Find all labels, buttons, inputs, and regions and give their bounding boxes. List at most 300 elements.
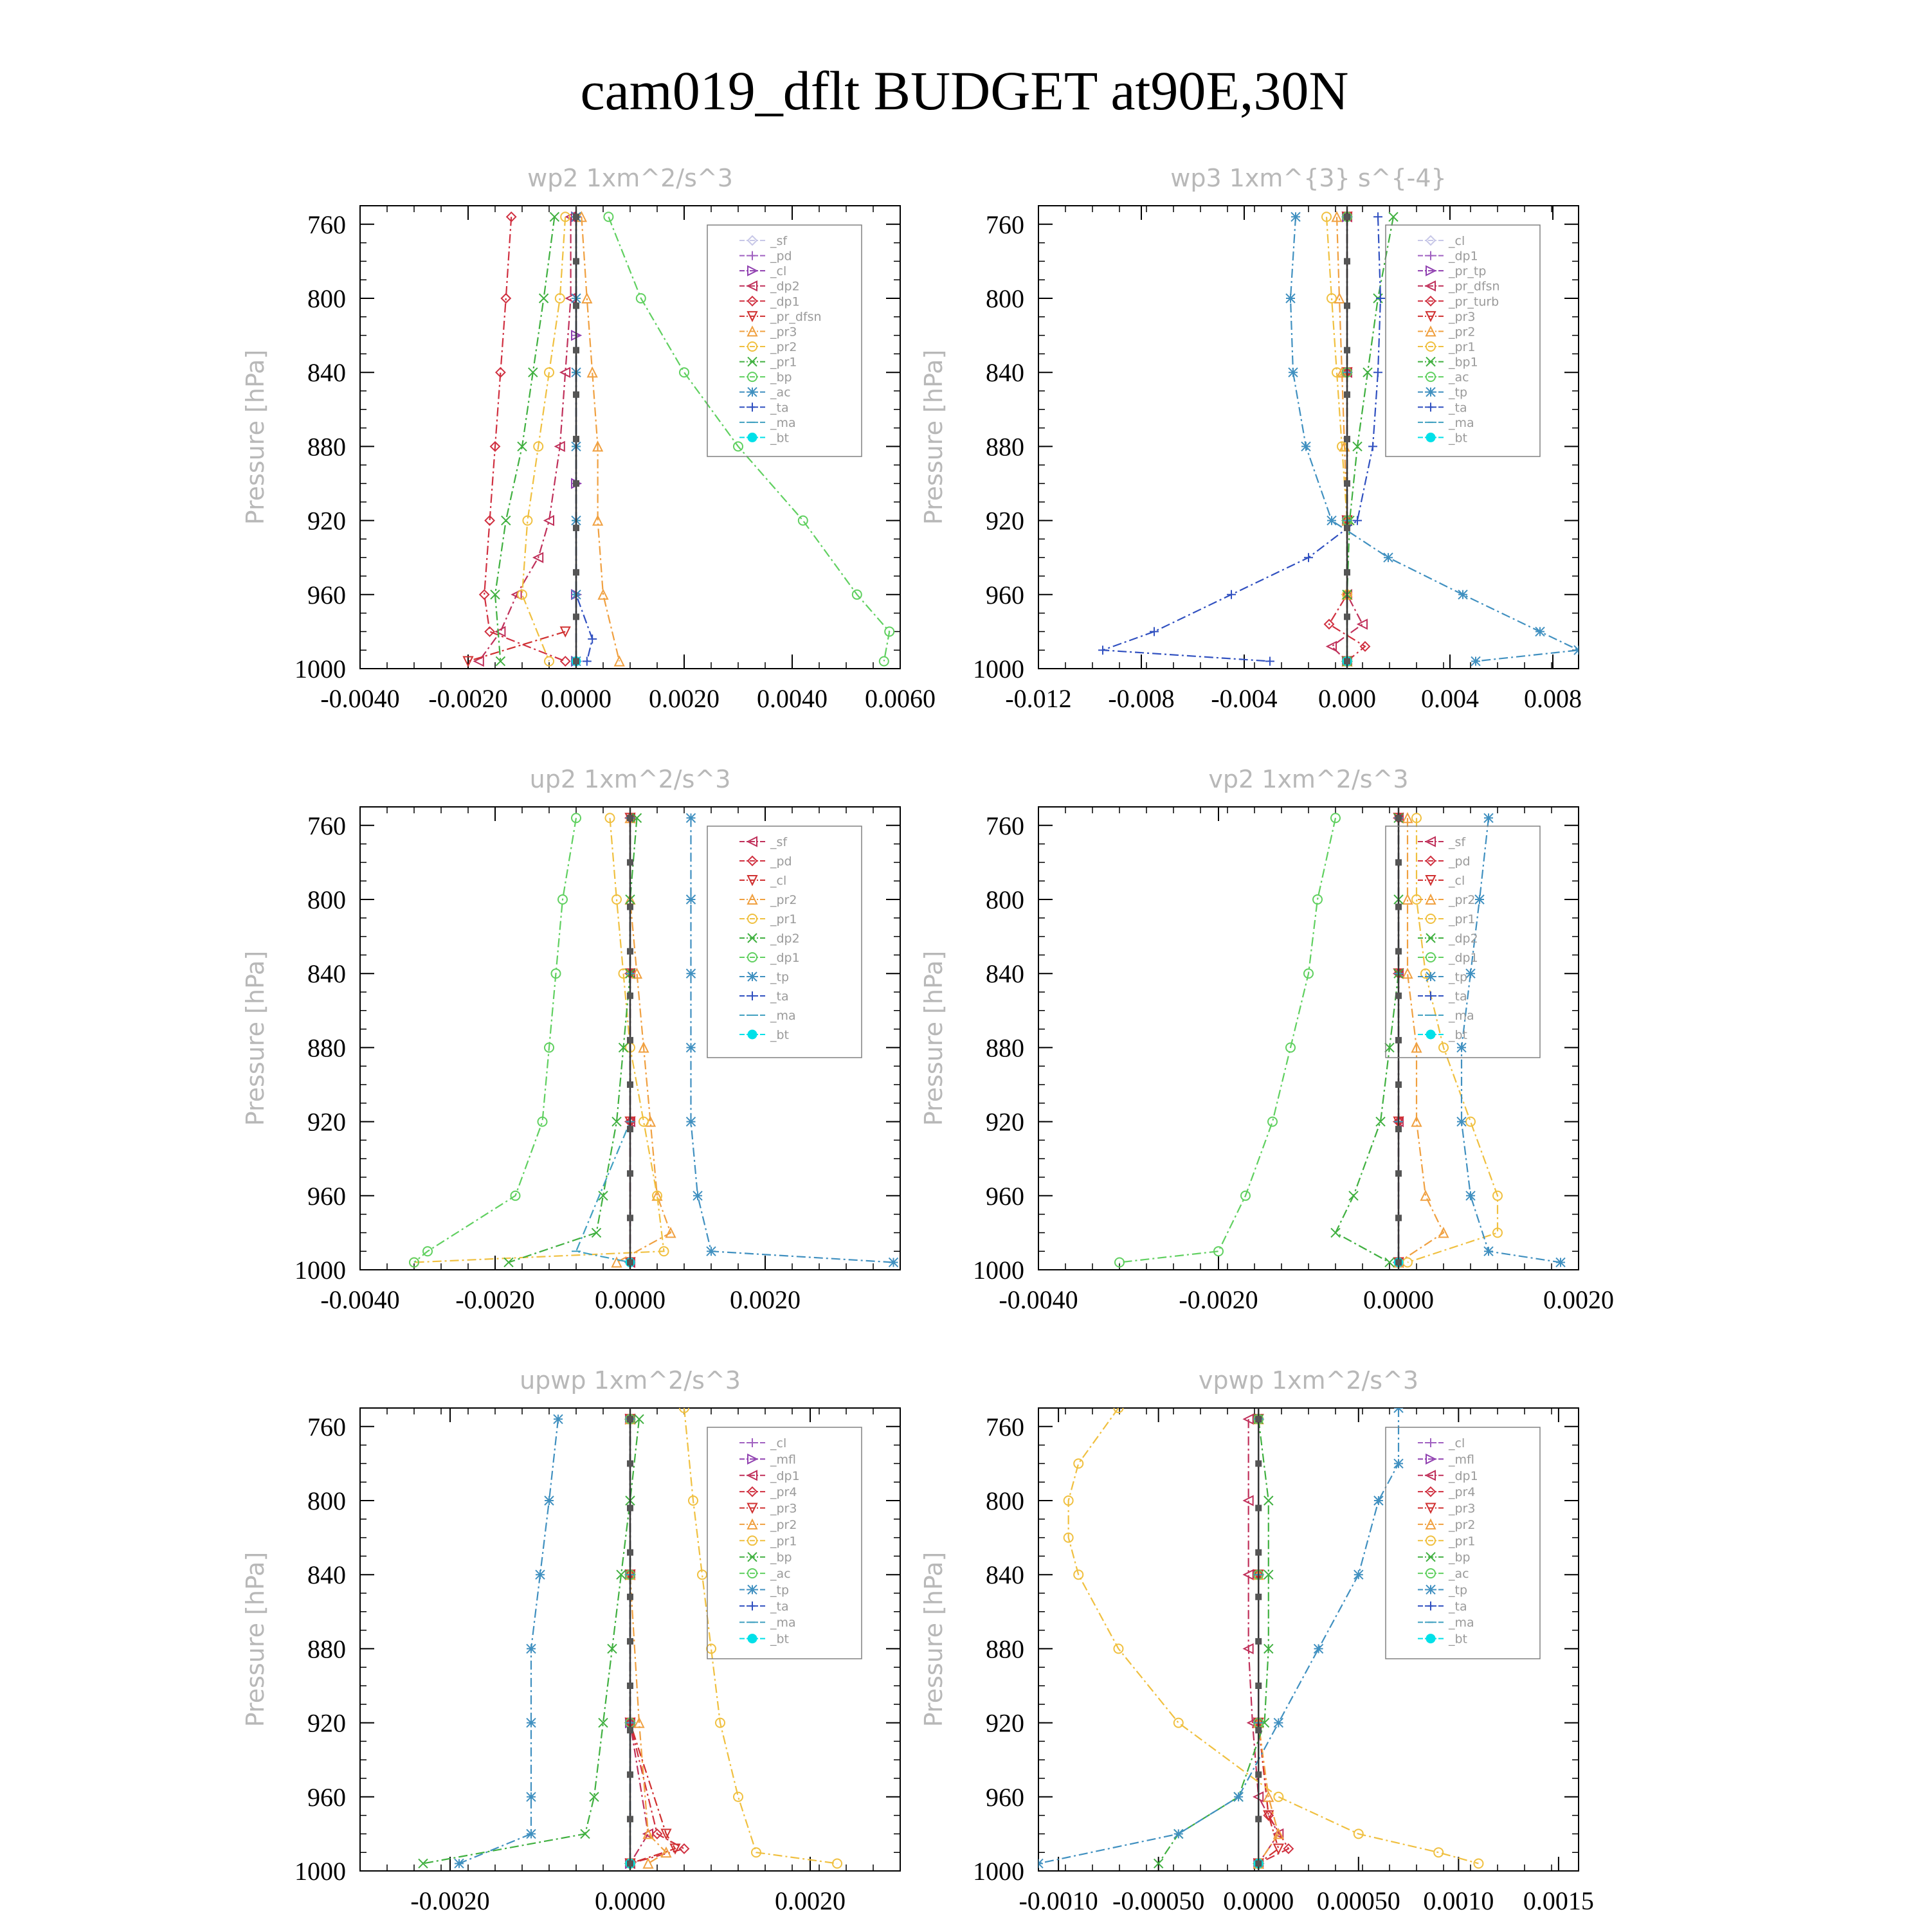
legend bbox=[1386, 1427, 1540, 1659]
series-line-tp bbox=[459, 1419, 558, 1863]
zero-marker bbox=[1395, 815, 1402, 821]
chart-panel-3 bbox=[241, 765, 900, 1314]
zero-marker bbox=[1344, 347, 1350, 354]
data-point-tp bbox=[1174, 1829, 1183, 1838]
y-tick-label: 920 bbox=[986, 1708, 1024, 1738]
zero-marker bbox=[1344, 480, 1350, 487]
y-axis-label: Pressure [hPa] bbox=[241, 950, 269, 1126]
legend-label-bp1: _bp1 bbox=[1449, 355, 1478, 370]
x-tick-label: -0.0040 bbox=[320, 1285, 400, 1314]
y-tick-label: 800 bbox=[307, 885, 346, 914]
legend bbox=[707, 826, 862, 1058]
series-line-dp1 bbox=[484, 217, 565, 661]
series-line-pr2 bbox=[522, 217, 565, 661]
plot-area bbox=[410, 807, 898, 1270]
y-tick-label: 1000 bbox=[973, 1256, 1024, 1285]
zero-marker bbox=[627, 904, 633, 910]
chart-panel-5 bbox=[241, 1366, 900, 1915]
y-tick-label: 880 bbox=[986, 1033, 1024, 1063]
legend-label-cl: _cl bbox=[770, 874, 787, 888]
series-line-pr1 bbox=[414, 818, 664, 1262]
x-tick-label: 0.0000 bbox=[541, 684, 611, 713]
x-tick-label: -0.0010 bbox=[1019, 1886, 1098, 1915]
legend-label-ma: _ma bbox=[770, 415, 796, 430]
legend-label-ac: _ac bbox=[770, 385, 791, 400]
zero-marker bbox=[1344, 303, 1350, 309]
y-tick-label: 840 bbox=[307, 358, 346, 388]
y-tick-label: 920 bbox=[307, 1708, 346, 1738]
data-point-tp bbox=[1574, 646, 1583, 655]
legend-marker-bt bbox=[1426, 433, 1435, 442]
minor-ticks bbox=[1038, 1408, 1579, 1871]
zero-marker bbox=[627, 1037, 633, 1043]
data-point-dp2 bbox=[504, 1258, 513, 1267]
data-point-ta bbox=[1150, 627, 1159, 636]
zero-marker bbox=[1255, 1549, 1262, 1556]
legend-label-pr4: _pr4 bbox=[1449, 1485, 1476, 1500]
data-point-tp bbox=[1354, 1570, 1363, 1579]
data-point-ta bbox=[1376, 294, 1385, 303]
data-point-tp bbox=[1289, 368, 1298, 377]
data-point-tp bbox=[889, 1258, 898, 1267]
data-point-ta bbox=[1265, 656, 1274, 665]
zero-marker bbox=[573, 480, 579, 487]
series-line-pr2 bbox=[1399, 818, 1444, 1262]
series-line-tp bbox=[1038, 1408, 1399, 1863]
data-point-tp bbox=[1457, 1117, 1466, 1126]
legend-label-ma: _ma bbox=[1449, 1616, 1474, 1630]
zero-marker bbox=[1395, 904, 1402, 910]
data-point-dp1 bbox=[561, 656, 570, 665]
data-point-pr1 bbox=[1466, 1117, 1475, 1126]
y-tick-label: 800 bbox=[986, 1486, 1024, 1515]
series-line-pr4 bbox=[630, 1419, 684, 1863]
legend-label-bt: _bt bbox=[770, 1632, 790, 1647]
panel-title: vpwp 1xm^2/s^3 bbox=[1198, 1366, 1419, 1395]
data-point-tp bbox=[1384, 553, 1393, 562]
legend-marker-ta bbox=[748, 402, 757, 411]
data-point-tp bbox=[527, 1644, 536, 1653]
x-tick-label: 0.0015 bbox=[1523, 1886, 1594, 1915]
series-line-pr2 bbox=[617, 818, 671, 1262]
zero-marker bbox=[1395, 1259, 1402, 1265]
legend-marker-ac bbox=[748, 388, 757, 397]
legend-label-mfl: _mfl bbox=[1449, 1452, 1474, 1467]
zero-marker bbox=[627, 1416, 633, 1422]
data-point-pr1 bbox=[539, 294, 548, 303]
x-tick-label: 0.00050 bbox=[1316, 1886, 1400, 1915]
zero-marker bbox=[1255, 1860, 1262, 1866]
y-tick-label: 1000 bbox=[294, 1857, 346, 1886]
legend-label-dp2: _dp2 bbox=[1449, 932, 1478, 946]
legend-label-pr1: _pr1 bbox=[770, 1534, 797, 1549]
legend-label-ta: _ta bbox=[1449, 1599, 1467, 1614]
x-tick-label: 0.000 bbox=[1318, 684, 1376, 713]
legend-marker-bp bbox=[1426, 1553, 1435, 1562]
y-tick-label: 760 bbox=[307, 1412, 346, 1441]
zero-marker bbox=[573, 213, 579, 220]
data-point-tp bbox=[687, 895, 696, 904]
legend-label-pr-turb: _pr_turb bbox=[1449, 294, 1499, 309]
legend-label-pd: _pd bbox=[770, 854, 792, 869]
minor-ticks bbox=[360, 206, 900, 669]
data-point-tp bbox=[1234, 1792, 1243, 1801]
data-point-bp bbox=[680, 368, 689, 377]
plot-area bbox=[1034, 1404, 1483, 1871]
data-point-tp bbox=[687, 969, 696, 978]
legend-label-cl: _cl bbox=[770, 264, 787, 279]
data-point-pr2 bbox=[556, 294, 565, 303]
legend-label-pr1: _pr1 bbox=[770, 912, 797, 926]
zero-marker bbox=[627, 1816, 633, 1822]
legend-marker-tp bbox=[748, 972, 757, 981]
legend-label-pr2: _pr2 bbox=[770, 1517, 797, 1532]
zero-marker bbox=[573, 347, 579, 354]
legend-marker-bt bbox=[748, 433, 757, 442]
legend-label-cl: _cl bbox=[1449, 234, 1465, 248]
data-point-pr2 bbox=[1421, 1191, 1430, 1200]
y-axis-label: Pressure [hPa] bbox=[241, 349, 269, 525]
legend-label-pr1: _pr1 bbox=[1449, 340, 1476, 354]
y-axis-label: Pressure [hPa] bbox=[919, 1551, 948, 1728]
legend-label-tp: _tp bbox=[770, 1583, 790, 1598]
x-tick-label: 0.0020 bbox=[730, 1285, 801, 1314]
legend-label-dp1: _dp1 bbox=[770, 1468, 800, 1483]
zero-marker bbox=[627, 1081, 633, 1088]
zero-marker bbox=[627, 859, 633, 865]
legend-label-cl: _cl bbox=[1449, 1436, 1465, 1450]
data-point-pr1 bbox=[1174, 1719, 1183, 1728]
x-tick-label: -0.0020 bbox=[455, 1285, 535, 1314]
legend-label-ma: _ma bbox=[1449, 415, 1474, 430]
data-point-bp bbox=[1264, 1496, 1273, 1505]
data-point-tp bbox=[687, 1117, 696, 1126]
legend-label-ac: _ac bbox=[770, 1567, 791, 1582]
zero-marker bbox=[1395, 1081, 1402, 1088]
x-tick-label: 0.0010 bbox=[1423, 1886, 1494, 1915]
data-point-dp2 bbox=[1349, 1191, 1358, 1200]
data-point-pr3 bbox=[1264, 1811, 1273, 1820]
y-tick-label: 840 bbox=[307, 959, 346, 989]
series-line-bp bbox=[1159, 1419, 1269, 1863]
legend-label-dp1: _dp1 bbox=[1449, 249, 1478, 264]
data-point-ta bbox=[1373, 212, 1382, 221]
x-tick-label: 0.0000 bbox=[1363, 1285, 1434, 1314]
legend-label-pr2: _pr2 bbox=[1449, 325, 1476, 339]
zero-marker bbox=[1255, 1771, 1262, 1778]
data-point-tp bbox=[1475, 895, 1484, 904]
panel-title: vp2 1xm^2/s^3 bbox=[1208, 765, 1409, 793]
x-tick-label: -0.004 bbox=[1211, 684, 1278, 713]
y-axis-label: Pressure [hPa] bbox=[919, 349, 948, 525]
legend-label-bt: _bt bbox=[1449, 1632, 1468, 1647]
series-line-bp1 bbox=[1347, 217, 1393, 661]
zero-marker bbox=[1395, 1126, 1402, 1132]
data-point-tp bbox=[1484, 1247, 1493, 1256]
zero-marker bbox=[1395, 859, 1402, 865]
zero-marker bbox=[627, 1460, 633, 1467]
data-point-tp bbox=[1394, 1459, 1403, 1468]
plot-area bbox=[1098, 206, 1583, 669]
series-line-pr2 bbox=[630, 1419, 666, 1863]
legend-marker-dp2 bbox=[1426, 934, 1435, 943]
data-point-ta bbox=[1304, 553, 1313, 562]
legend-label-pr2: _pr2 bbox=[770, 340, 797, 354]
data-point-tp bbox=[1556, 1258, 1565, 1267]
x-tick-label: 0.008 bbox=[1524, 684, 1582, 713]
legend-label-bt: _bt bbox=[1449, 1028, 1468, 1042]
y-tick-label: 1000 bbox=[973, 655, 1024, 683]
legend-label-pr1: _pr1 bbox=[1449, 912, 1476, 926]
legend-label-tp: _tp bbox=[1449, 385, 1468, 400]
data-point-tp bbox=[1314, 1644, 1323, 1653]
x-tick-label: 0.0040 bbox=[757, 684, 828, 713]
zero-marker bbox=[1395, 1170, 1402, 1177]
x-tick-label: 0.0020 bbox=[775, 1886, 846, 1915]
page-title: cam019_dflt BUDGET at90E,30N bbox=[580, 60, 1349, 122]
y-tick-label: 840 bbox=[307, 1560, 346, 1590]
y-tick-label: 800 bbox=[986, 284, 1024, 313]
zero-marker bbox=[1255, 1683, 1262, 1689]
zero-marker bbox=[1255, 1816, 1262, 1822]
plot-area bbox=[464, 206, 894, 669]
zero-marker bbox=[1255, 1505, 1262, 1512]
legend-marker-bp bbox=[748, 1553, 757, 1562]
zero-marker bbox=[1255, 1594, 1262, 1600]
chart-panel-6 bbox=[919, 1366, 1594, 1915]
zero-marker bbox=[627, 1126, 633, 1132]
data-point-tp bbox=[527, 1829, 536, 1838]
y-tick-label: 1000 bbox=[294, 655, 346, 683]
plot-area bbox=[1115, 807, 1565, 1270]
legend bbox=[707, 225, 862, 456]
data-point-tp bbox=[1374, 1496, 1383, 1505]
y-tick-label: 840 bbox=[986, 959, 1024, 989]
x-tick-label: 0.004 bbox=[1421, 684, 1479, 713]
plot-frame bbox=[1038, 206, 1579, 669]
data-point-tp bbox=[527, 1719, 536, 1728]
data-point-pr1 bbox=[1434, 1848, 1443, 1857]
y-tick-label: 800 bbox=[986, 885, 1024, 914]
legend-label-tp: _tp bbox=[1449, 1583, 1468, 1598]
series-line-pr1 bbox=[1069, 1408, 1479, 1863]
zero-marker bbox=[627, 1771, 633, 1778]
zero-marker bbox=[627, 948, 633, 955]
legend-label-pr3: _pr3 bbox=[770, 325, 797, 339]
legend-label-sf: _sf bbox=[770, 835, 788, 849]
legend-marker-ta bbox=[748, 991, 757, 1000]
legend-label-bp: _bp bbox=[770, 370, 792, 385]
zero-marker bbox=[627, 1727, 633, 1733]
legend-label-pr-tp: _pr_tp bbox=[1449, 264, 1487, 279]
minor-ticks bbox=[1038, 206, 1579, 669]
x-tick-label: 0.0020 bbox=[649, 684, 720, 713]
x-tick-label: -0.00050 bbox=[1112, 1886, 1205, 1915]
plot-frame bbox=[1038, 1408, 1579, 1871]
data-point-ta bbox=[1373, 368, 1382, 377]
zero-marker bbox=[1344, 392, 1350, 398]
y-tick-label: 760 bbox=[307, 811, 346, 840]
x-tick-label: 0.0000 bbox=[595, 1886, 666, 1915]
legend-marker-ta bbox=[1426, 1602, 1435, 1611]
data-point-tp bbox=[693, 1191, 702, 1200]
legend-marker-bt bbox=[748, 1030, 757, 1039]
series-line-tp bbox=[691, 818, 894, 1262]
series-line-dp1 bbox=[1119, 818, 1336, 1262]
series-line-tp bbox=[1462, 818, 1561, 1262]
zero-marker bbox=[627, 1214, 633, 1221]
x-tick-label: -0.008 bbox=[1108, 684, 1175, 713]
legend-label-dp1: _dp1 bbox=[770, 951, 800, 965]
panel-title: upwp 1xm^2/s^3 bbox=[520, 1366, 741, 1395]
data-point-tp bbox=[1291, 212, 1300, 221]
legend-marker-pd bbox=[748, 251, 757, 260]
data-point-pr2 bbox=[1403, 895, 1412, 904]
data-point-tp bbox=[1274, 1719, 1283, 1728]
data-point-dp1 bbox=[502, 294, 511, 303]
zero-marker bbox=[1395, 948, 1402, 955]
data-point-pr1 bbox=[1074, 1459, 1083, 1468]
y-tick-label: 760 bbox=[986, 1412, 1024, 1441]
legend-label-mfl: _mfl bbox=[770, 1452, 796, 1467]
legend bbox=[1386, 826, 1540, 1058]
panel-title: wp3 1xm^{3} s^{-4} bbox=[1170, 164, 1447, 192]
y-tick-label: 920 bbox=[307, 1107, 346, 1137]
y-tick-label: 960 bbox=[307, 1782, 346, 1812]
legend-marker-dp2 bbox=[748, 934, 757, 943]
x-tick-label: -0.0040 bbox=[320, 684, 400, 713]
legend-label-cl: _cl bbox=[770, 1436, 787, 1450]
legend-label-bt: _bt bbox=[770, 1028, 790, 1042]
zero-marker bbox=[627, 1170, 633, 1177]
chart-panel-2 bbox=[919, 164, 1583, 713]
legend-label-pr3: _pr3 bbox=[770, 1501, 797, 1516]
legend-label-pr-dfsn: _pr_dfsn bbox=[770, 309, 822, 324]
data-point-tp bbox=[1535, 627, 1544, 636]
zero-marker bbox=[627, 1860, 633, 1866]
legend-label-dp1: _dp1 bbox=[770, 294, 800, 309]
x-tick-label: 0.0000 bbox=[1223, 1886, 1294, 1915]
y-tick-label: 960 bbox=[986, 580, 1024, 609]
x-tick-label: 0.0000 bbox=[595, 1285, 666, 1314]
x-tick-label: -0.012 bbox=[1005, 684, 1072, 713]
legend-marker-bt bbox=[1426, 1634, 1435, 1643]
legend-label-ta: _ta bbox=[770, 1599, 789, 1614]
x-tick-label: -0.0020 bbox=[410, 1886, 490, 1915]
y-tick-label: 920 bbox=[986, 506, 1024, 536]
y-tick-label: 920 bbox=[307, 506, 346, 536]
data-point-dp2 bbox=[592, 1228, 601, 1237]
zero-marker bbox=[573, 392, 579, 398]
data-point-tp bbox=[455, 1859, 464, 1868]
data-point-tp bbox=[1327, 516, 1336, 525]
zero-marker bbox=[627, 1259, 633, 1265]
data-point-tp bbox=[1466, 1191, 1475, 1200]
legend-marker-pr1 bbox=[748, 357, 757, 366]
legend-label-bp: _bp bbox=[770, 1550, 792, 1565]
legend-marker-bt bbox=[1426, 1030, 1435, 1039]
y-tick-label: 840 bbox=[986, 1560, 1024, 1590]
legend-marker-tp bbox=[1426, 972, 1435, 981]
legend-label-pr3: _pr3 bbox=[1449, 1501, 1476, 1516]
legend-marker-ta bbox=[1426, 991, 1435, 1000]
zero-marker bbox=[627, 815, 633, 821]
zero-marker bbox=[1344, 213, 1350, 220]
data-point-ta bbox=[1353, 516, 1362, 525]
zero-marker bbox=[573, 613, 579, 620]
series-line-dp2 bbox=[1336, 818, 1399, 1262]
zero-marker bbox=[1344, 569, 1350, 575]
data-point-pr-dfsn bbox=[1327, 642, 1336, 651]
legend-label-bt: _bt bbox=[1449, 431, 1468, 446]
data-point-tp bbox=[1394, 1404, 1403, 1413]
legend-label-ta: _ta bbox=[770, 989, 789, 1004]
series-line-dp2 bbox=[509, 818, 637, 1262]
y-tick-label: 840 bbox=[986, 358, 1024, 388]
y-tick-label: 1000 bbox=[973, 1857, 1024, 1886]
legend-label-sf: _sf bbox=[770, 234, 788, 248]
zero-marker bbox=[627, 1505, 633, 1512]
legend bbox=[1386, 225, 1540, 456]
x-tick-label: 0.0020 bbox=[1543, 1285, 1614, 1314]
legend-label-dp2: _dp2 bbox=[770, 932, 800, 946]
zero-marker bbox=[1255, 1638, 1262, 1645]
legend-marker-tp bbox=[1426, 388, 1435, 397]
zero-marker bbox=[1255, 1727, 1262, 1733]
data-point-tp bbox=[687, 1043, 696, 1052]
data-point-pr1 bbox=[502, 516, 511, 525]
zero-marker bbox=[1395, 1214, 1402, 1221]
y-tick-label: 920 bbox=[986, 1107, 1024, 1137]
legend-label-tp: _tp bbox=[1449, 970, 1468, 984]
zero-marker bbox=[627, 1594, 633, 1600]
zero-marker bbox=[627, 1638, 633, 1645]
data-point-tp bbox=[545, 1496, 554, 1505]
legend-label-ta: _ta bbox=[1449, 989, 1467, 1004]
legend-label-bt: _bt bbox=[770, 431, 790, 446]
data-point-pr-dfsn bbox=[1358, 620, 1367, 629]
data-point-tp bbox=[554, 1414, 563, 1423]
chart-panel-4 bbox=[919, 765, 1614, 1314]
zero-marker bbox=[627, 1549, 633, 1556]
legend-label-pr2: _pr2 bbox=[770, 893, 797, 907]
data-point-pr1 bbox=[1327, 294, 1336, 303]
legend-label-cl: _cl bbox=[1449, 874, 1465, 888]
zero-marker bbox=[1344, 613, 1350, 620]
legend-label-ta: _ta bbox=[1449, 401, 1467, 415]
legend-label-ac: _ac bbox=[1449, 370, 1469, 385]
y-tick-label: 960 bbox=[307, 580, 346, 609]
legend-label-pr-dfsn: _pr_dfsn bbox=[1449, 279, 1500, 294]
legend-marker-ta bbox=[748, 1602, 757, 1611]
legend-label-pr2: _pr2 bbox=[1449, 1517, 1476, 1532]
x-tick-label: -0.0020 bbox=[428, 684, 508, 713]
legend-label-pr1: _pr1 bbox=[1449, 1534, 1476, 1549]
data-point-ta bbox=[1227, 590, 1236, 599]
legend-marker-ta bbox=[1426, 402, 1435, 411]
legend-label-pd: _pd bbox=[1449, 854, 1471, 869]
x-tick-label: -0.0040 bbox=[999, 1285, 1078, 1314]
legend-label-ma: _ma bbox=[770, 1616, 796, 1630]
zero-marker bbox=[627, 993, 633, 999]
zero-marker bbox=[1395, 993, 1402, 999]
zero-marker bbox=[573, 569, 579, 575]
y-tick-label: 760 bbox=[986, 811, 1024, 840]
zero-marker bbox=[627, 1683, 633, 1689]
y-tick-label: 960 bbox=[986, 1782, 1024, 1812]
legend-label-dp1: _dp1 bbox=[1449, 951, 1478, 965]
data-point-tp bbox=[1301, 442, 1310, 451]
